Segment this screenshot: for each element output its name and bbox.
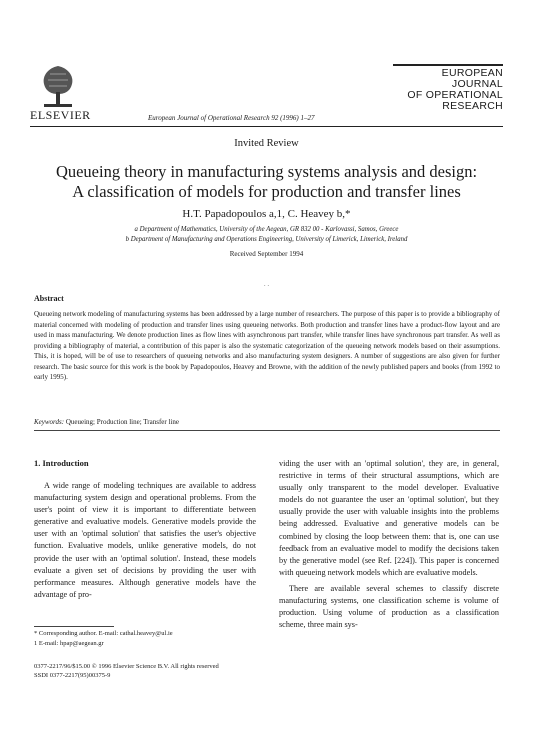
authors: H.T. Papadopoulos a,1, C. Heavey b,* bbox=[182, 208, 351, 220]
abstract-rule bbox=[34, 430, 500, 431]
publisher-name: ELSEVIER bbox=[30, 108, 91, 122]
copyright-line: 0377-2217/96/$15.00 © 1996 Elsevier Science B.V. All rights reserved bbox=[34, 663, 219, 670]
body-column-left bbox=[34, 480, 256, 601]
journal-rule bbox=[393, 64, 503, 66]
body-column-right bbox=[279, 458, 499, 631]
header-rule bbox=[30, 126, 503, 127]
keywords-label: Keywords: bbox=[34, 418, 65, 426]
section-heading-introduction: 1. Introduction bbox=[34, 458, 89, 468]
footnote-corresponding-author: * Corresponding author. E-mail: cathal.heavey@ul.ie bbox=[34, 630, 173, 637]
footnote-rule bbox=[34, 626, 114, 627]
elsevier-tree-logo bbox=[38, 60, 78, 110]
abstract-heading: Abstract bbox=[34, 294, 64, 303]
paragraph: A wide range of modeling techniques are available to address manufacturing system design and operational problems. From the user's point of view it is important to differentiate between generative and evaluative models. Generative models provide the user with an 'optimal solution' that satisfies the user's objective function. Evaluative models, unlike generative models, do not provide the user with an 'optimal solution'. Instead, these models evaluate a given set of decisions by providing the user with performance measures. Although generative models have the advantage of pro- bbox=[34, 481, 256, 599]
affiliation-a: a Department of Mathematics, University of the Aegean, GR 832 00 - Karlovassi, Samos, Greece bbox=[134, 226, 399, 233]
received-date: Received September 1994 bbox=[229, 250, 304, 258]
section-type: Invited Review bbox=[234, 138, 299, 149]
title-line: Queueing theory in manufacturing systems analysis and design: bbox=[55, 162, 478, 181]
keywords-value: Queueing; Production line; Transfer line bbox=[65, 418, 179, 426]
affiliation-b: b Department of Manufacturing and Operations Engineering, University of Limerick, Limerick, Ireland bbox=[125, 236, 408, 243]
title-line: A classification of models for production and transfer lines bbox=[72, 182, 461, 201]
article-title bbox=[20, 162, 513, 202]
journal-name bbox=[393, 68, 503, 112]
abstract-text: Queueing network modeling of manufacturing systems has been addressed by a large number of researchers. The purpose of this paper is to provide a bibliography of material concerned with modeling of production and transfer lines using queueing networks. Both production and transfer lines have a product-flow layout and are used in mass manufacturing. We denote production lines as flow lines with asynchronous part transfer, while transfer lines have synchronous part transfer. As well as providing a bibliography of material, a contribution of this paper is also the systematic categorization of the queueing network models based on their assumptions. This, it is hoped, will be of use to researchers of queueing networks and also manufacturing system designers. A number of suggestions are also given for further research. The basic source for this work is the book by Papadopoulos, Heavey and Browne, with the addition of the newly published papers and books (from 1992 to early 1995). bbox=[34, 310, 500, 381]
keywords bbox=[34, 418, 179, 426]
copyright bbox=[34, 662, 219, 680]
journal-name-line: OF OPERATIONAL bbox=[407, 89, 503, 101]
paragraph: There are available several schemes to classify discrete manufacturing systems, one classification scheme is volume of production. Using volume of production as a classification scheme, three main sys- bbox=[279, 583, 499, 630]
journal-name-line: EUROPEAN bbox=[441, 67, 503, 79]
journal-name-line: JOURNAL bbox=[451, 78, 503, 90]
footnote-email: 1 E-mail: hpap@aegean.gr bbox=[34, 640, 104, 647]
journal-name-line: RESEARCH bbox=[442, 100, 503, 112]
paragraph: viding the user with an 'optimal solution', they are, in general, restrictive in terms of their structural assumptions, which are usually only transparent to the model developer. Evaluative models do not guarantee the user an 'optimal solution', but they usually provide the user with valuable insights into the problems being addressed. Evaluative and generative models can be combined by closing the loop between them: that is, one can use feedback from an evaluative model to modify the decisions taken by the generative model (see Ref. [224]). This paper is concerned with queueing network models which are evaluative models. bbox=[279, 459, 499, 577]
journal-citation: European Journal of Operational Research 92 (1996) 1–27 bbox=[148, 114, 315, 122]
separator-dots: . . bbox=[263, 280, 270, 288]
doi-line: SSDI 0377-2217(95)00375-9 bbox=[34, 672, 111, 679]
